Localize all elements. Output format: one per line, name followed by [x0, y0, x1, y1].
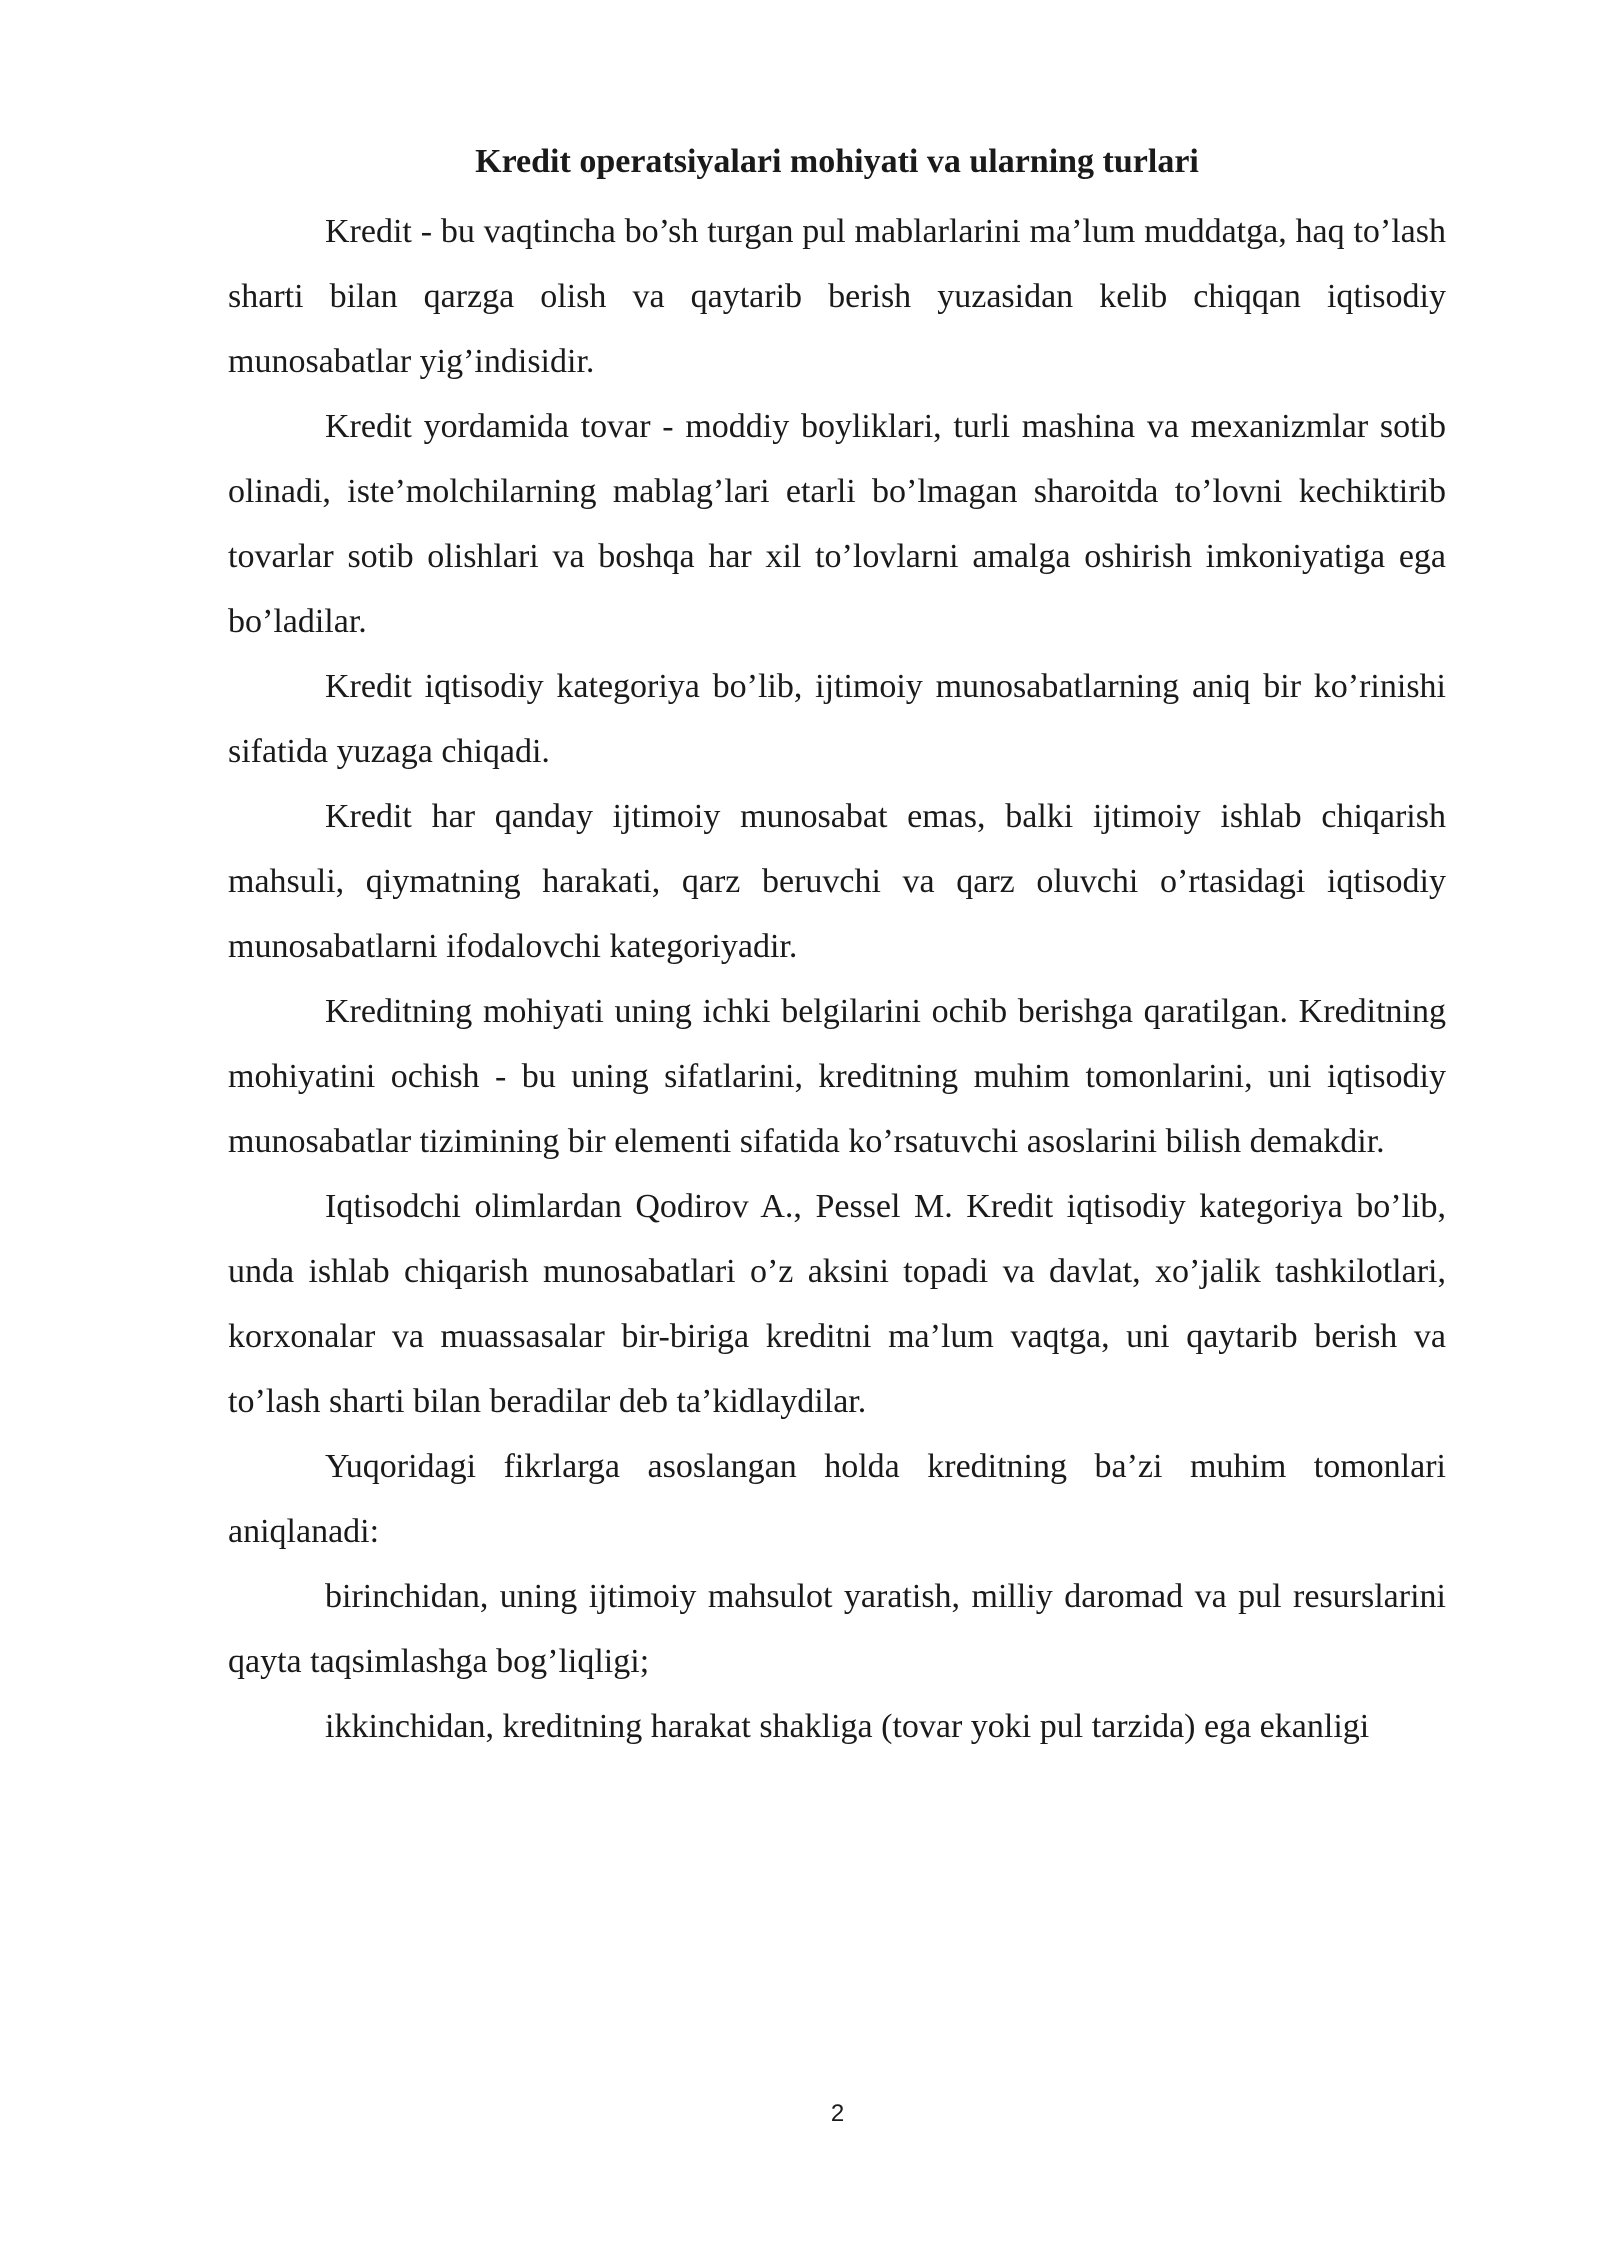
page-number: 2: [830, 2100, 845, 2127]
document-body: [228, 135, 1446, 1759]
paragraph-economic-category: Kredit iqtisodiy kategoriya bo’lib, ijtimoiy munosabatlarning aniq bir ko’rinishi sifatida yuzaga chiqadi.: [228, 668, 1446, 770]
paragraph-second-aspect: ikkinchidan, kreditning harakat shakliga (tovar yoki pul tarzida) ega ekanligi: [325, 1708, 1370, 1745]
paragraph-credit-essence: Kreditning mohiyati uning ichki belgilarini ochib berishga qaratilgan. Kreditning mohiyatini ochish - bu uning sifatlarini, kreditning muhim tomonlarini, uni iqtisodiy munosabatlar tizimining bir elementi sifatida ko’rsatuvchi asoslarini bilish demakdir.: [228, 993, 1446, 1160]
paragraph-key-aspects-intro: Yuqoridagi fikrlarga asoslangan holda kreditning ba’zi muhim tomonlari aniqlanadi:: [228, 1448, 1446, 1550]
paragraph-credit-purchases: Kredit yordamida tovar - moddiy boyliklari, turli mashina va mexanizmlar sotib olinadi, iste’molchilarning mablag’lari etarli bo’lmagan sharoitda to’lovni kechiktirib tovarlar sotib olishlari va boshqa har xil to’lovlarni amalga oshirish imkoniyatiga ega bo’ladilar.: [228, 408, 1446, 640]
document-title: Kredit operatsiyalari mohiyati va ularning turlari: [475, 143, 1199, 180]
paragraph-credit-definition: Kredit - bu vaqtincha bo’sh turgan pul mablarlarini ma’lum muddatga, haq to’lash sharti bilan qarzga olish va qaytarib berish yuzasidan kelib chiqqan iqtisodiy munosabatlar yig’indisidir.: [228, 213, 1446, 380]
paragraph-first-aspect: birinchidan, uning ijtimoiy mahsulot yaratish, milliy daromad va pul resurslarini qayta taqsimlashga bog’liqligi;: [228, 1578, 1446, 1680]
paragraph-social-relation: Kredit har qanday ijtimoiy munosabat emas, balki ijtimoiy ishlab chiqarish mahsuli, qiymatning harakati, qarz beruvchi va qarz oluvchi o’rtasidagi iqtisodiy munosabatlarni ifodalovchi kategoriyadir.: [228, 798, 1446, 965]
paragraph-economists-view: Iqtisodchi olimlardan Qodirov A., Pessel M. Kredit iqtisodiy kategoriya bo’lib, unda ishlab chiqarish munosabatlari o’z aksini topadi va davlat, xo’jalik tashkilotlari, korxonalar va muassasalar bir-biriga kreditni ma’lum vaqtga, uni qaytarib berish va to’lash sharti bilan beradilar deb ta’kidlaydilar.: [228, 1188, 1446, 1420]
